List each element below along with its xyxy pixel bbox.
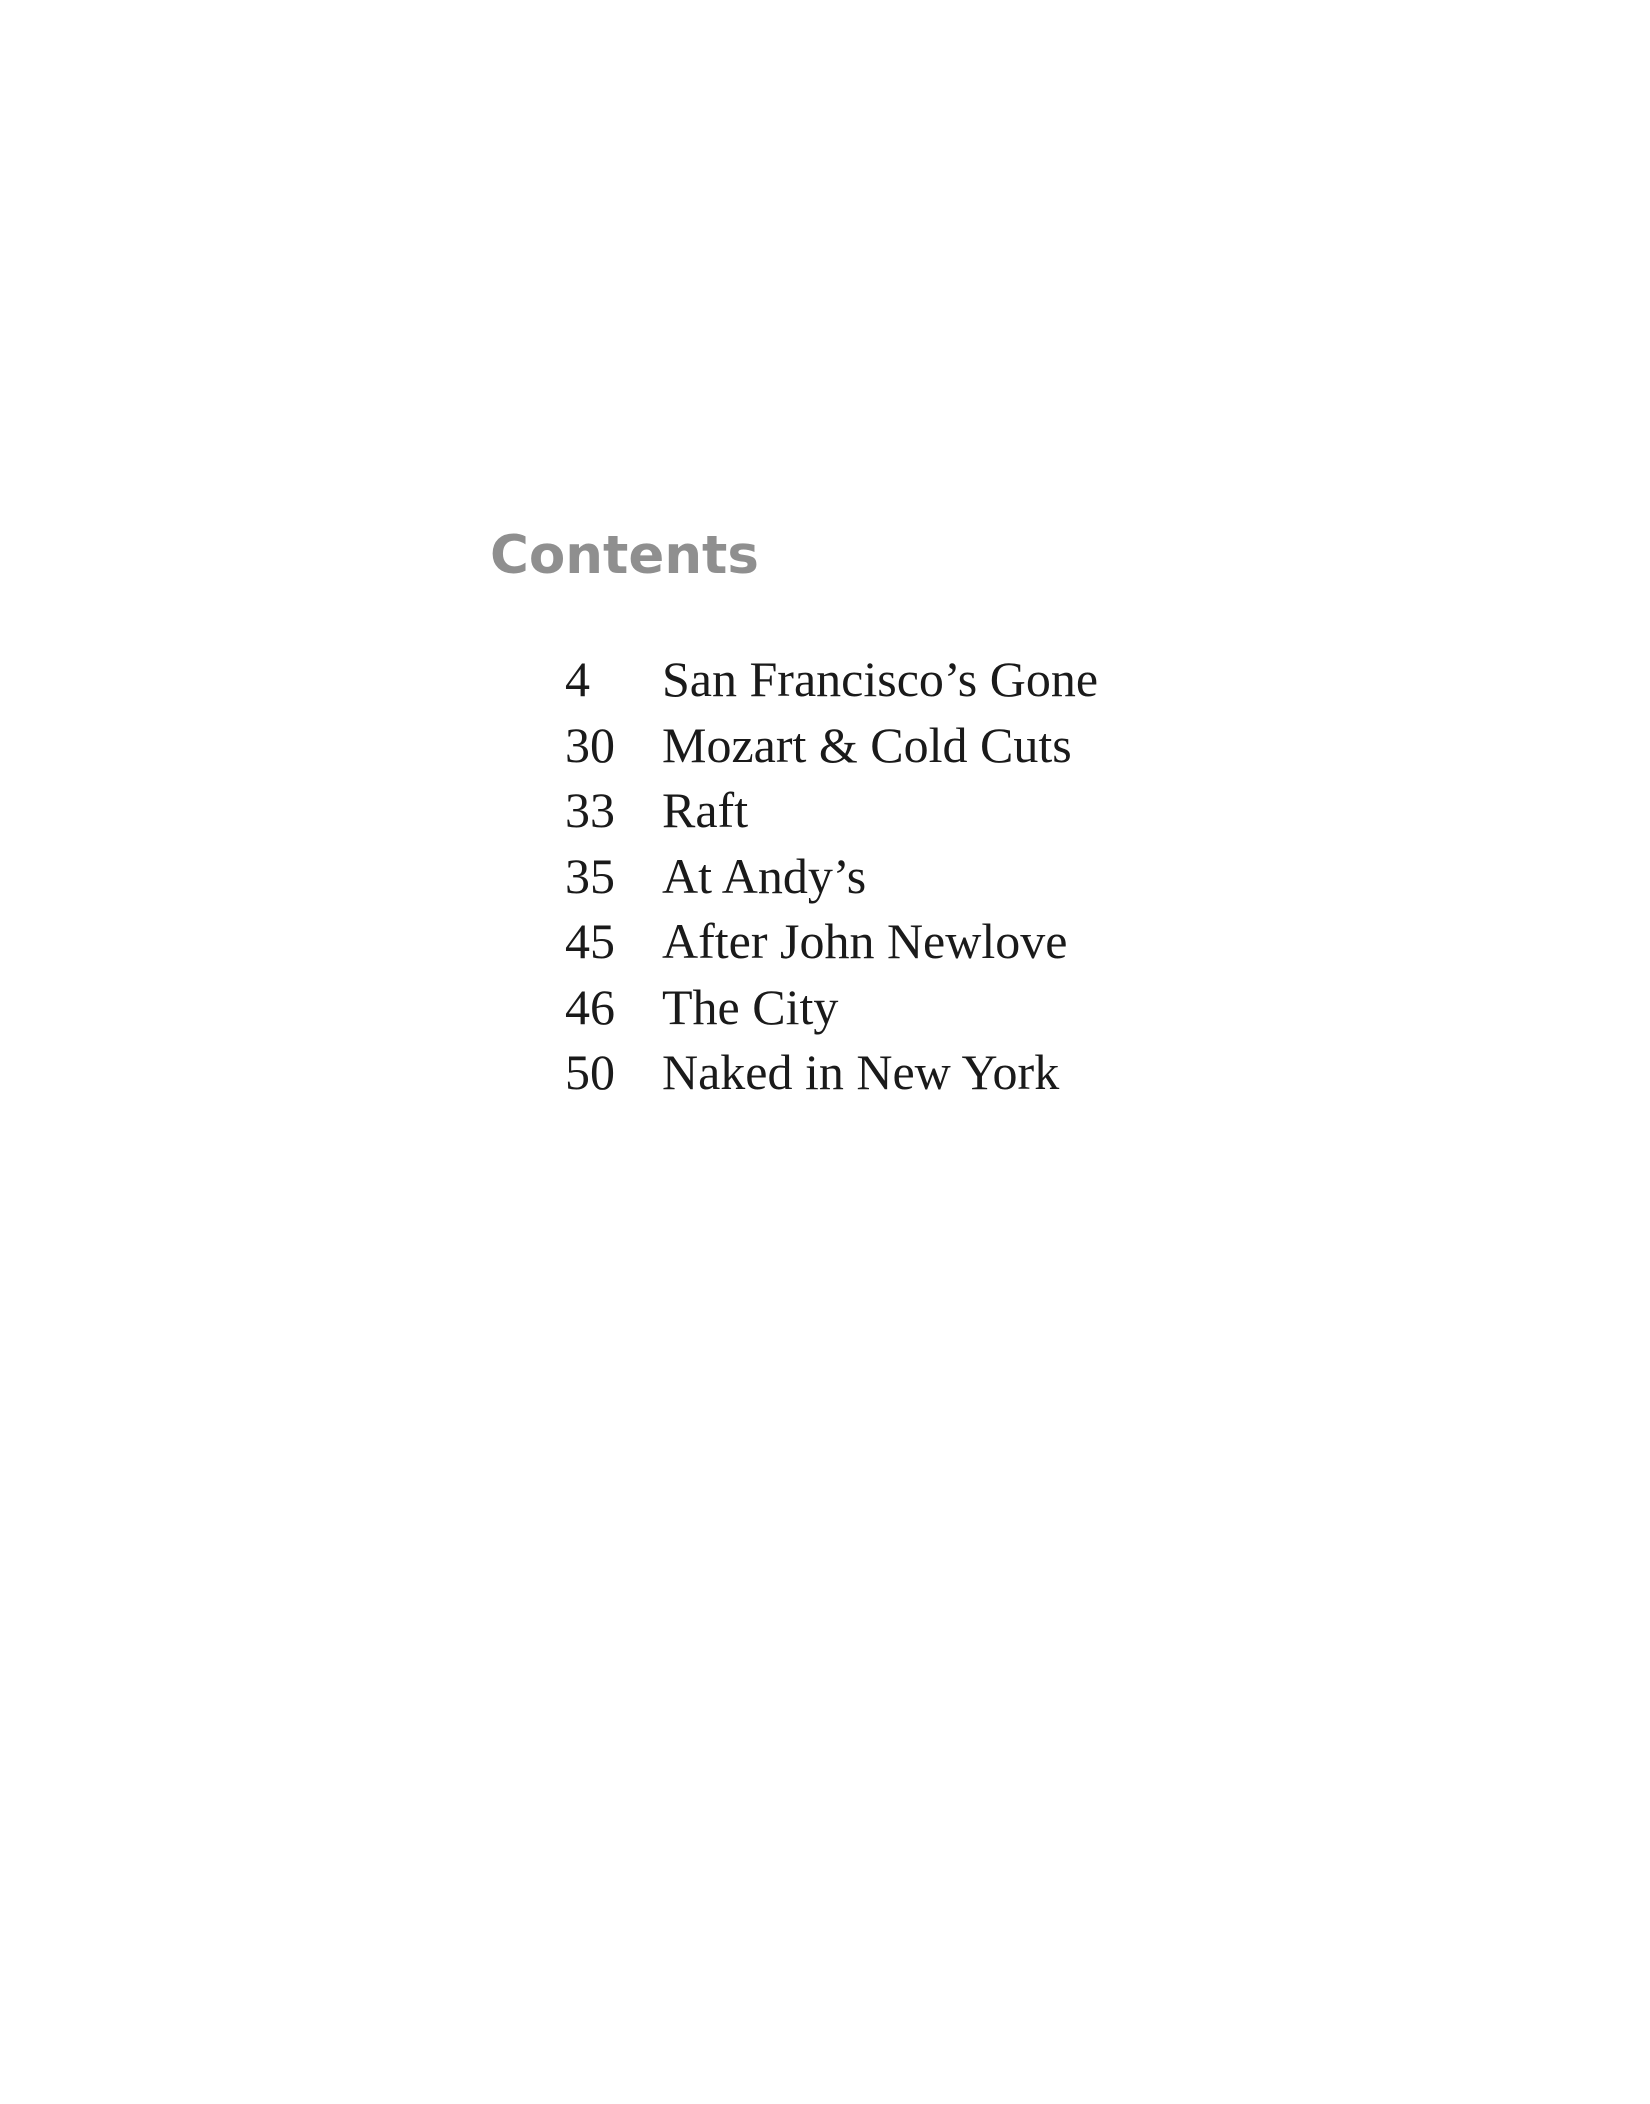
toc-title: After John Newlove — [662, 913, 1068, 969]
toc-title: Mozart & Cold Cuts — [662, 716, 1072, 773]
toc-title: San Francisco’s Gone — [662, 651, 1099, 707]
toc-page-number: 45 — [565, 913, 615, 969]
toc-entry-raft[interactable] — [565, 781, 1365, 847]
toc-page-number: 4 — [565, 651, 590, 707]
table-of-contents — [565, 650, 1365, 1109]
toc-page-number: 46 — [565, 978, 615, 1035]
toc-entry-at-andys[interactable] — [565, 847, 1365, 913]
toc-entry-san-franciscos-gone[interactable] — [565, 650, 1365, 716]
toc-page-number: 30 — [565, 716, 615, 773]
toc-entry-after-john-newlove[interactable] — [565, 912, 1365, 978]
toc-page-number: 35 — [565, 847, 615, 904]
page-title: Contents — [490, 525, 759, 586]
toc-title: Raft — [662, 782, 749, 838]
toc-entry-naked-in-new-york[interactable] — [565, 1043, 1365, 1109]
toc-entry-the-city[interactable] — [565, 978, 1365, 1044]
toc-entry-mozart-cold-cuts[interactable] — [565, 716, 1365, 782]
toc-page-number: 33 — [565, 782, 615, 838]
toc-title: Naked in New York — [662, 1044, 1060, 1100]
toc-title: The City — [662, 978, 839, 1035]
toc-page-number: 50 — [565, 1044, 615, 1100]
toc-title: At Andy’s — [662, 847, 867, 904]
